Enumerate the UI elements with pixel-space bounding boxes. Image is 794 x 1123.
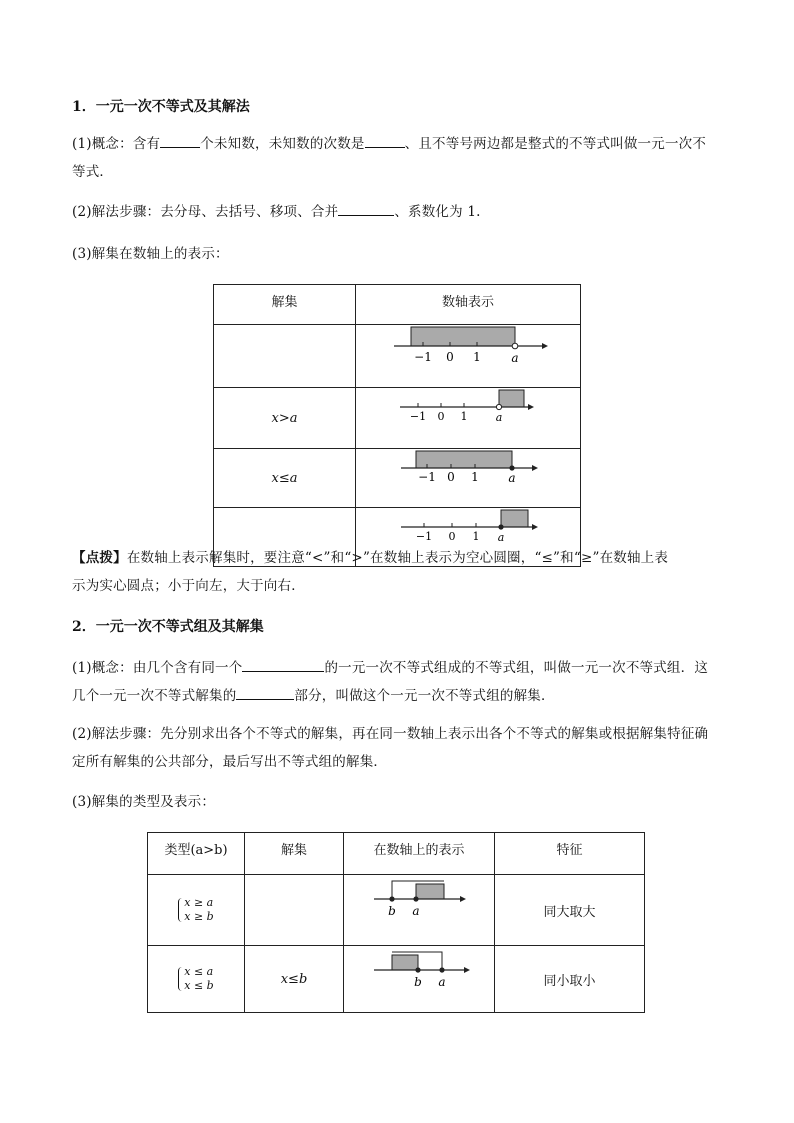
section-2-title: 2．一元一次不等式组及其解集: [72, 619, 264, 635]
row4-tick-1: 1: [472, 530, 480, 543]
header-representation: 在数轴上的表示: [344, 833, 495, 875]
s2-concept-text-d: 部分，叫做这个一元一次不等式组的解集．: [294, 688, 555, 704]
r2-dot-b: [415, 967, 420, 972]
row3-arrow: [532, 465, 538, 471]
system-1: [178, 896, 213, 924]
row1-set: [214, 325, 356, 388]
representation-row1: [344, 875, 494, 941]
s2-steps-paragraph: [72, 720, 732, 776]
row2-label-a: a: [495, 411, 503, 424]
row2-number-line-cell: [356, 388, 581, 449]
blank-common-part[interactable]: [236, 685, 294, 700]
section-1-title: 1．一元一次不等式及其解法: [72, 99, 250, 115]
set-row1: [245, 875, 344, 946]
row4-arrow: [532, 524, 538, 530]
system-1-line1: x ≥ a: [184, 896, 214, 909]
s1-concept-text-d: 等式．: [72, 164, 114, 180]
row2-open-circle: [496, 404, 501, 409]
blank-degree[interactable]: [365, 133, 405, 148]
tip-line1: 在数轴上表示解集时，要注意“<”和“>”在数轴上表示为空心圆圈，“≤”和“≥”在数轴上表: [126, 550, 669, 566]
row3-number-line: [356, 449, 580, 503]
row3-solid-dot: [509, 465, 514, 470]
header-type: 类型(a>b): [148, 833, 245, 875]
row2-arrow: [528, 404, 534, 410]
row2-tick-0: 0: [437, 410, 445, 423]
header-set: 解集: [245, 833, 344, 875]
blank-combine[interactable]: [338, 201, 394, 216]
row3-tick-neg1: −1: [418, 470, 436, 484]
s1-steps-text-a: (2)解法步骤：去分母、去括号、移项、合并: [72, 204, 339, 220]
row3-set: x≤a: [214, 449, 356, 508]
set-row2: x≤b: [245, 946, 344, 1013]
header-feature: 特征: [495, 833, 645, 875]
system-1-line2: x ≥ b: [184, 910, 214, 923]
row1-arrow: [542, 343, 548, 349]
row1-tick-neg1: −1: [414, 350, 432, 364]
s1-concept-paragraph: [72, 130, 724, 186]
s2-types-heading: (3)解集的类型及表示：: [72, 794, 216, 810]
r2-dot-a: [439, 967, 444, 972]
s2-concept-text-b: 的一元一次不等式组成的不等式组，叫做一元一次不等式组．这: [324, 660, 709, 676]
system-2: [178, 965, 213, 993]
r2-shade-b: [392, 955, 418, 970]
row3-tick-0: 0: [447, 470, 455, 484]
s1-steps-paragraph: [72, 198, 481, 226]
row4-shade: [501, 510, 528, 527]
row4-label-a: a: [497, 531, 505, 544]
r2-arrow: [464, 967, 470, 973]
header-number-line: 数轴表示: [356, 285, 581, 325]
row1-label-a: a: [511, 351, 519, 365]
blank-same-unknown[interactable]: [242, 657, 324, 672]
row1-tick-0: 0: [446, 350, 454, 364]
header-solution-set: 解集: [214, 285, 356, 325]
representation-row2-cell: [344, 946, 495, 1013]
row1-number-line-cell: [356, 325, 581, 388]
s2-steps-line2: 定所有解集的公共部分，最后写出不等式组的解集．: [72, 754, 388, 770]
blank-unknown-count[interactable]: [160, 133, 200, 148]
feature-row1: 同大取大: [495, 875, 645, 946]
row3-label-a: a: [508, 471, 516, 485]
s1-concept-text-a: (1)概念：含有: [72, 136, 161, 152]
representation-row1-cell: [344, 875, 495, 946]
row4-tick-neg1: −1: [415, 530, 433, 543]
s1-concept-text-c: 、且不等号两边都是整式的不等式叫做一元一次不: [404, 136, 707, 152]
r1-arrow: [460, 896, 466, 902]
s1-solution-table: [213, 284, 581, 567]
r1-label-b: b: [388, 904, 396, 918]
row2-tick-neg1: −1: [409, 410, 427, 423]
s1-tip-paragraph: [72, 544, 732, 600]
row2-shade: [499, 390, 524, 407]
row2-number-line: [356, 388, 580, 444]
tip-label: 【点拨】: [72, 550, 127, 566]
s2-concept-text-a: (1)概念：由几个含有同一个: [72, 660, 243, 676]
type-row1: [148, 875, 245, 946]
s1-steps-text-b: 、系数化为 1.: [394, 204, 481, 220]
s1-concept-text-b: 个未知数，未知数的次数是: [200, 136, 365, 152]
r1-dot-a: [413, 896, 418, 901]
feature-row2: 同小取小: [495, 946, 645, 1013]
s2-concept-text-c: 几个一元一次不等式解集的: [72, 688, 237, 704]
r1-dot-b: [389, 896, 394, 901]
r1-label-a: a: [412, 904, 420, 918]
row4-solid-dot: [498, 524, 503, 529]
row2-set: x>a: [214, 388, 356, 449]
r2-label-b: b: [414, 975, 422, 989]
system-2-line2: x ≤ b: [184, 979, 214, 992]
row2-tick-1: 1: [460, 410, 468, 423]
row3-shade: [416, 451, 512, 468]
row1-tick-1: 1: [473, 350, 481, 364]
type-row2: [148, 946, 245, 1013]
row3-tick-1: 1: [471, 470, 479, 484]
row1-number-line: [356, 325, 580, 383]
representation-row2: [344, 946, 494, 1008]
row4-tick-0: 0: [448, 530, 456, 543]
row1-open-circle: [512, 343, 518, 349]
r2-label-a: a: [438, 975, 446, 989]
s2-concept-paragraph: [72, 654, 732, 710]
s2-types-table: [147, 832, 645, 1013]
s1-representation-heading: (3)解集在数轴上的表示：: [72, 246, 229, 262]
row3-number-line-cell: [356, 449, 581, 508]
r1-shade-a: [416, 884, 444, 899]
tip-line2: 示为实心圆点；小于向左，大于向右．: [72, 578, 305, 594]
system-2-line1: x ≤ a: [184, 965, 214, 978]
s2-steps-line1: (2)解法步骤：先分别求出各个不等式的解集，再在同一数轴上表示出各个不等式的解集或根据解集特征确: [72, 726, 709, 742]
row1-shade: [411, 327, 515, 346]
